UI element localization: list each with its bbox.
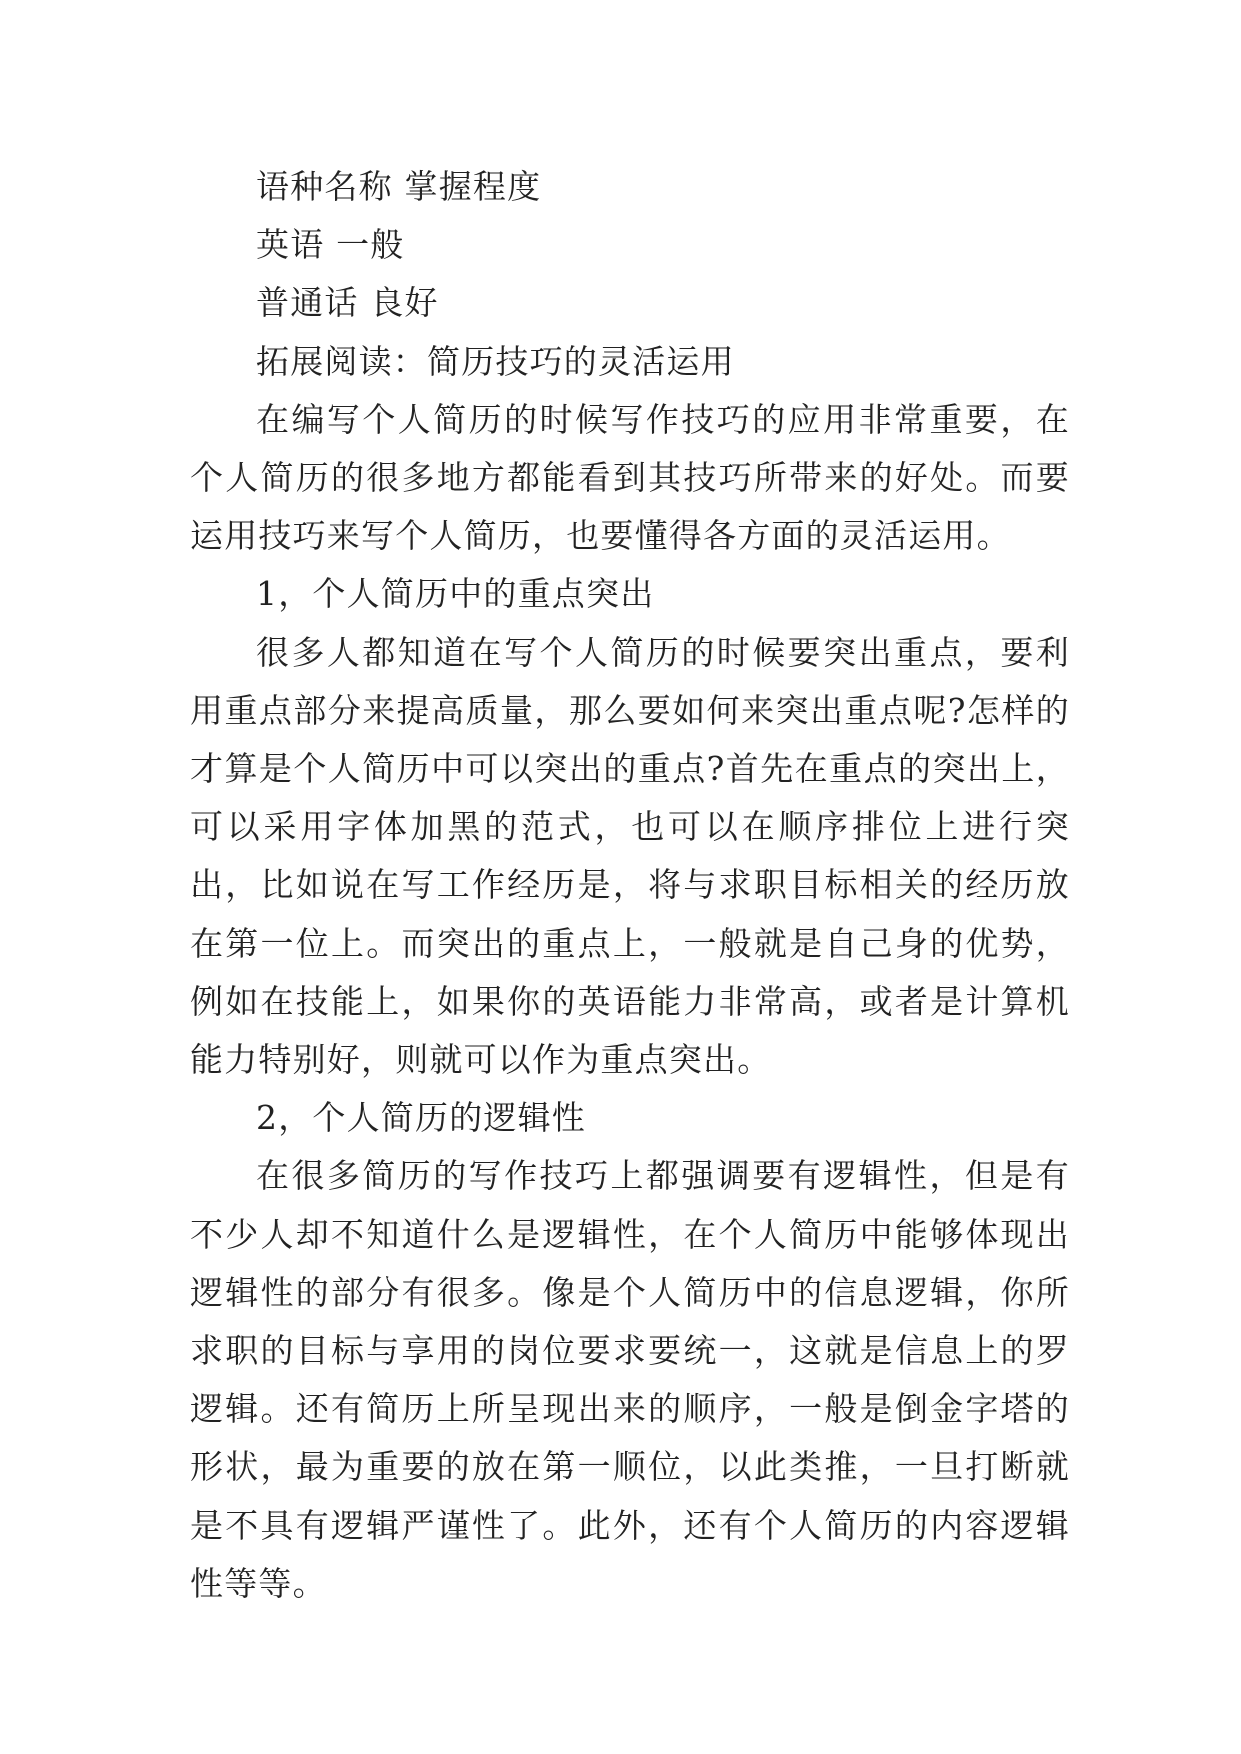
key-points-paragraph: 很多人都知道在写个人简历的时候要突出重点，要利用重点部分来提高质量，那么要如何来突出重点呢?怎样的才算是个人简历中可以突出的重点?首先在重点的突出上，可以采用字体加黑的范式，也可以在顺序排位上进行突出，比如说在写工作经历是，将与求职目标相关的经历放在第一位上。而突出的重点上，一般就是自己身的优势，例如在技能上，如果你的英语能力非常高，或者是计算机能力特别好，则就可以作为重点突出。 bbox=[190, 632, 1070, 1080]
language-row-english: 英语 一般 bbox=[256, 225, 405, 265]
section-heading-extended-reading: 拓展阅读：简历技巧的灵活运用 bbox=[256, 341, 735, 381]
language-row-mandarin: 普通话 良好 bbox=[256, 283, 439, 323]
logic-paragraph: 在很多简历的写作技巧上都强调要有逻辑性，但是有不少人却不知道什么是逻辑性，在个人简历中能够体现出逻辑性的部分有很多。像是个人简历中的信息逻辑，你所求职的目标与享用的岗位要求要统一，这就是信息上的罗逻辑。还有简历上所呈现出来的顺序，一般是倒金字塔的形状，最为重要的放在第一顺位，以此类推，一旦打断就是不具有逻辑严谨性了。此外，还有个人简历的内容逻辑性等等。 bbox=[190, 1156, 1070, 1603]
subheading-logic: 2，个人简历的逻辑性 bbox=[256, 1098, 586, 1138]
language-table-header: 语种名称 掌握程度 bbox=[256, 167, 542, 206]
intro-paragraph: 在编写个人简历的时候写作技巧的应用非常重要，在个人简历的很多地方都能看到其技巧所带来的好处。而要运用技巧来写个人简历，也要懂得各方面的灵活运用。 bbox=[190, 399, 1070, 556]
document-body bbox=[190, 158, 1070, 1613]
subheading-highlight-key-points: 1，个人简历中的重点突出 bbox=[256, 574, 655, 614]
